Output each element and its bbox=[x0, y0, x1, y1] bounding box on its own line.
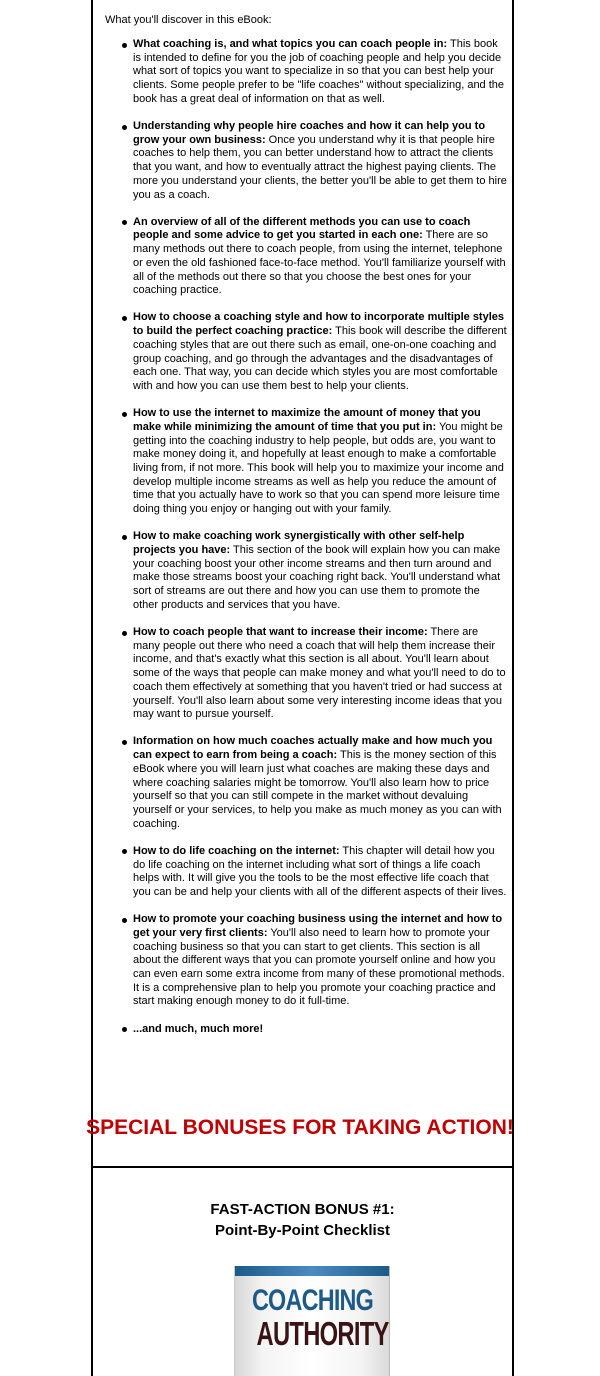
list-item bbox=[121, 311, 507, 393]
item-text: There are many people out there who need a coach that will help them increase their income, and that's exactly what this section is all about. You'll learn about some of the ways that people can make money and what you'll need to do to coach them effectively at something that you haven't tried or had success at yourself. You'll also learn about some very interesting income ideas that you may want to pursue yourself. bbox=[133, 626, 506, 721]
item-text: This chapter will detail how you do life coaching on the internet including what sort of things a life coach helps with. It will give you the tools to be the most effective life coach that you can be and help your clients with all of the different aspects of their lives. bbox=[133, 844, 507, 898]
cover-word-authority: AUTHORITY bbox=[256, 1315, 389, 1352]
ebook-cover-image bbox=[235, 1266, 389, 1376]
item-lead: What coaching is, and what topics you can coach people in: bbox=[133, 38, 448, 50]
list-item bbox=[121, 407, 507, 517]
item-lead: An overview of all of the different methods you can use to coach people and some advice to get you started in each one: bbox=[133, 215, 471, 242]
list-item bbox=[121, 626, 507, 722]
item-lead: Information on how much coaches actually make and how much you can expect to earn from being a coach: bbox=[133, 735, 493, 762]
list-item bbox=[121, 530, 507, 612]
item-lead: How to make coaching work synergistically with other self-help projects you have: bbox=[133, 530, 465, 556]
list-item bbox=[121, 845, 507, 900]
item-text: Once you understand why it is that people hire coaches to help them, you can better understand how to attract the clients that you want, and how to eventually attract the highest paying clients. The more you understand your clients, the better you'll be able to get them to hire you as a coach. bbox=[133, 133, 507, 201]
item-text: This book is intended to define for you the job of coaching people and help you decide what sort of topics you want to specialize in so that you can best help your clients. Some people prefer to be "life coaches" without specializing, and the book has a great deal of information on that as well. bbox=[133, 38, 505, 105]
item-text: This is the money section of this eBook where you will learn just what coaches are making these days and where coaching salaries might be tomorrow. You'll also learn how to price yourself so that you can still compete in the market without devaluing yourself or your services, to help you make as much money as you can with coaching. bbox=[133, 749, 502, 830]
item-lead: ...and much, much more! bbox=[133, 1022, 264, 1035]
list-item bbox=[121, 913, 507, 1009]
cover-top-band bbox=[235, 1266, 389, 1276]
item-lead: How to do life coaching on the internet: bbox=[133, 844, 340, 857]
list-item bbox=[121, 216, 507, 298]
item-lead: How to coach people that want to increase their income: bbox=[133, 626, 428, 639]
item-text: You might be getting into the coaching industry to help people, but odds are, you want to make money doing it, and hopefully at least enough to make a comfortable living from, if not more. This book will help you to maximize your income and develop multiple income streams as well as help you reduce the amount of time that you actually have to work so that you can spend more leisure time doing thing you enjoy or hanging out with your family. bbox=[133, 420, 504, 516]
item-text: This book will describe the different coaching styles that are out there such as email, one-on-one coaching and group coaching, and go through the advantages and the disadvantages of each one. That way, you can decide which styles you are most comfortable with and how you can use them best to help your clients. bbox=[133, 325, 507, 392]
item-text: This section of the book will explain how you can make your coaching boost your other income streams and then turn around and make those streams boost your coaching right back. You'll understand what sort of streams are out there and how you can use them to promote the other products and services that you have. bbox=[133, 544, 501, 611]
list-item bbox=[121, 38, 507, 107]
bonus-title: FAST-ACTION BONUS #1: bbox=[210, 1201, 395, 1218]
item-text: There are so many methods out there to coach people, from using the internet, telephone or even the old fashioned face-to-face method. You'll familiarize yourself with all of the methods out there so that you choose the best ones for your coaching practice. bbox=[133, 229, 506, 297]
bonus-subtitle: Point-By-Point Checklist bbox=[214, 1222, 390, 1239]
list-item bbox=[121, 735, 507, 831]
list-item bbox=[121, 120, 507, 202]
cover-word-coaching: COACHING bbox=[251, 1284, 374, 1317]
contents-list bbox=[121, 38, 507, 1050]
item-text: You'll also need to learn how to promote your coaching business so that you can start to get clients. This section is all about the different ways that you can promote yourself online and how you can even earn some extra income from many of these promotional methods. It is a comprehensive plan to help you promote your coaching practice and start making enough money to do it full-time. bbox=[133, 926, 505, 1008]
item-lead: How to use the internet to maximize the amount of money that you make while minimizing the amount of time that you put in: bbox=[133, 407, 481, 433]
item-lead: How to promote your coaching business using the internet and how to get your very first clients: bbox=[133, 913, 503, 939]
item-lead: Understanding why people hire coaches and how it can help you to grow your own business: bbox=[133, 120, 486, 146]
contents-intro: What you'll discover in this eBook: bbox=[105, 14, 272, 26]
ebook-contents-box bbox=[91, 0, 514, 1360]
bonus-box bbox=[91, 1166, 514, 1376]
item-lead: How to choose a coaching style and how to incorporate multiple styles to build the perfect coaching practice: bbox=[133, 311, 505, 338]
bonuses-heading: SPECIAL BONUSES FOR TAKING ACTION! bbox=[86, 1116, 514, 1139]
list-item bbox=[121, 1023, 507, 1037]
